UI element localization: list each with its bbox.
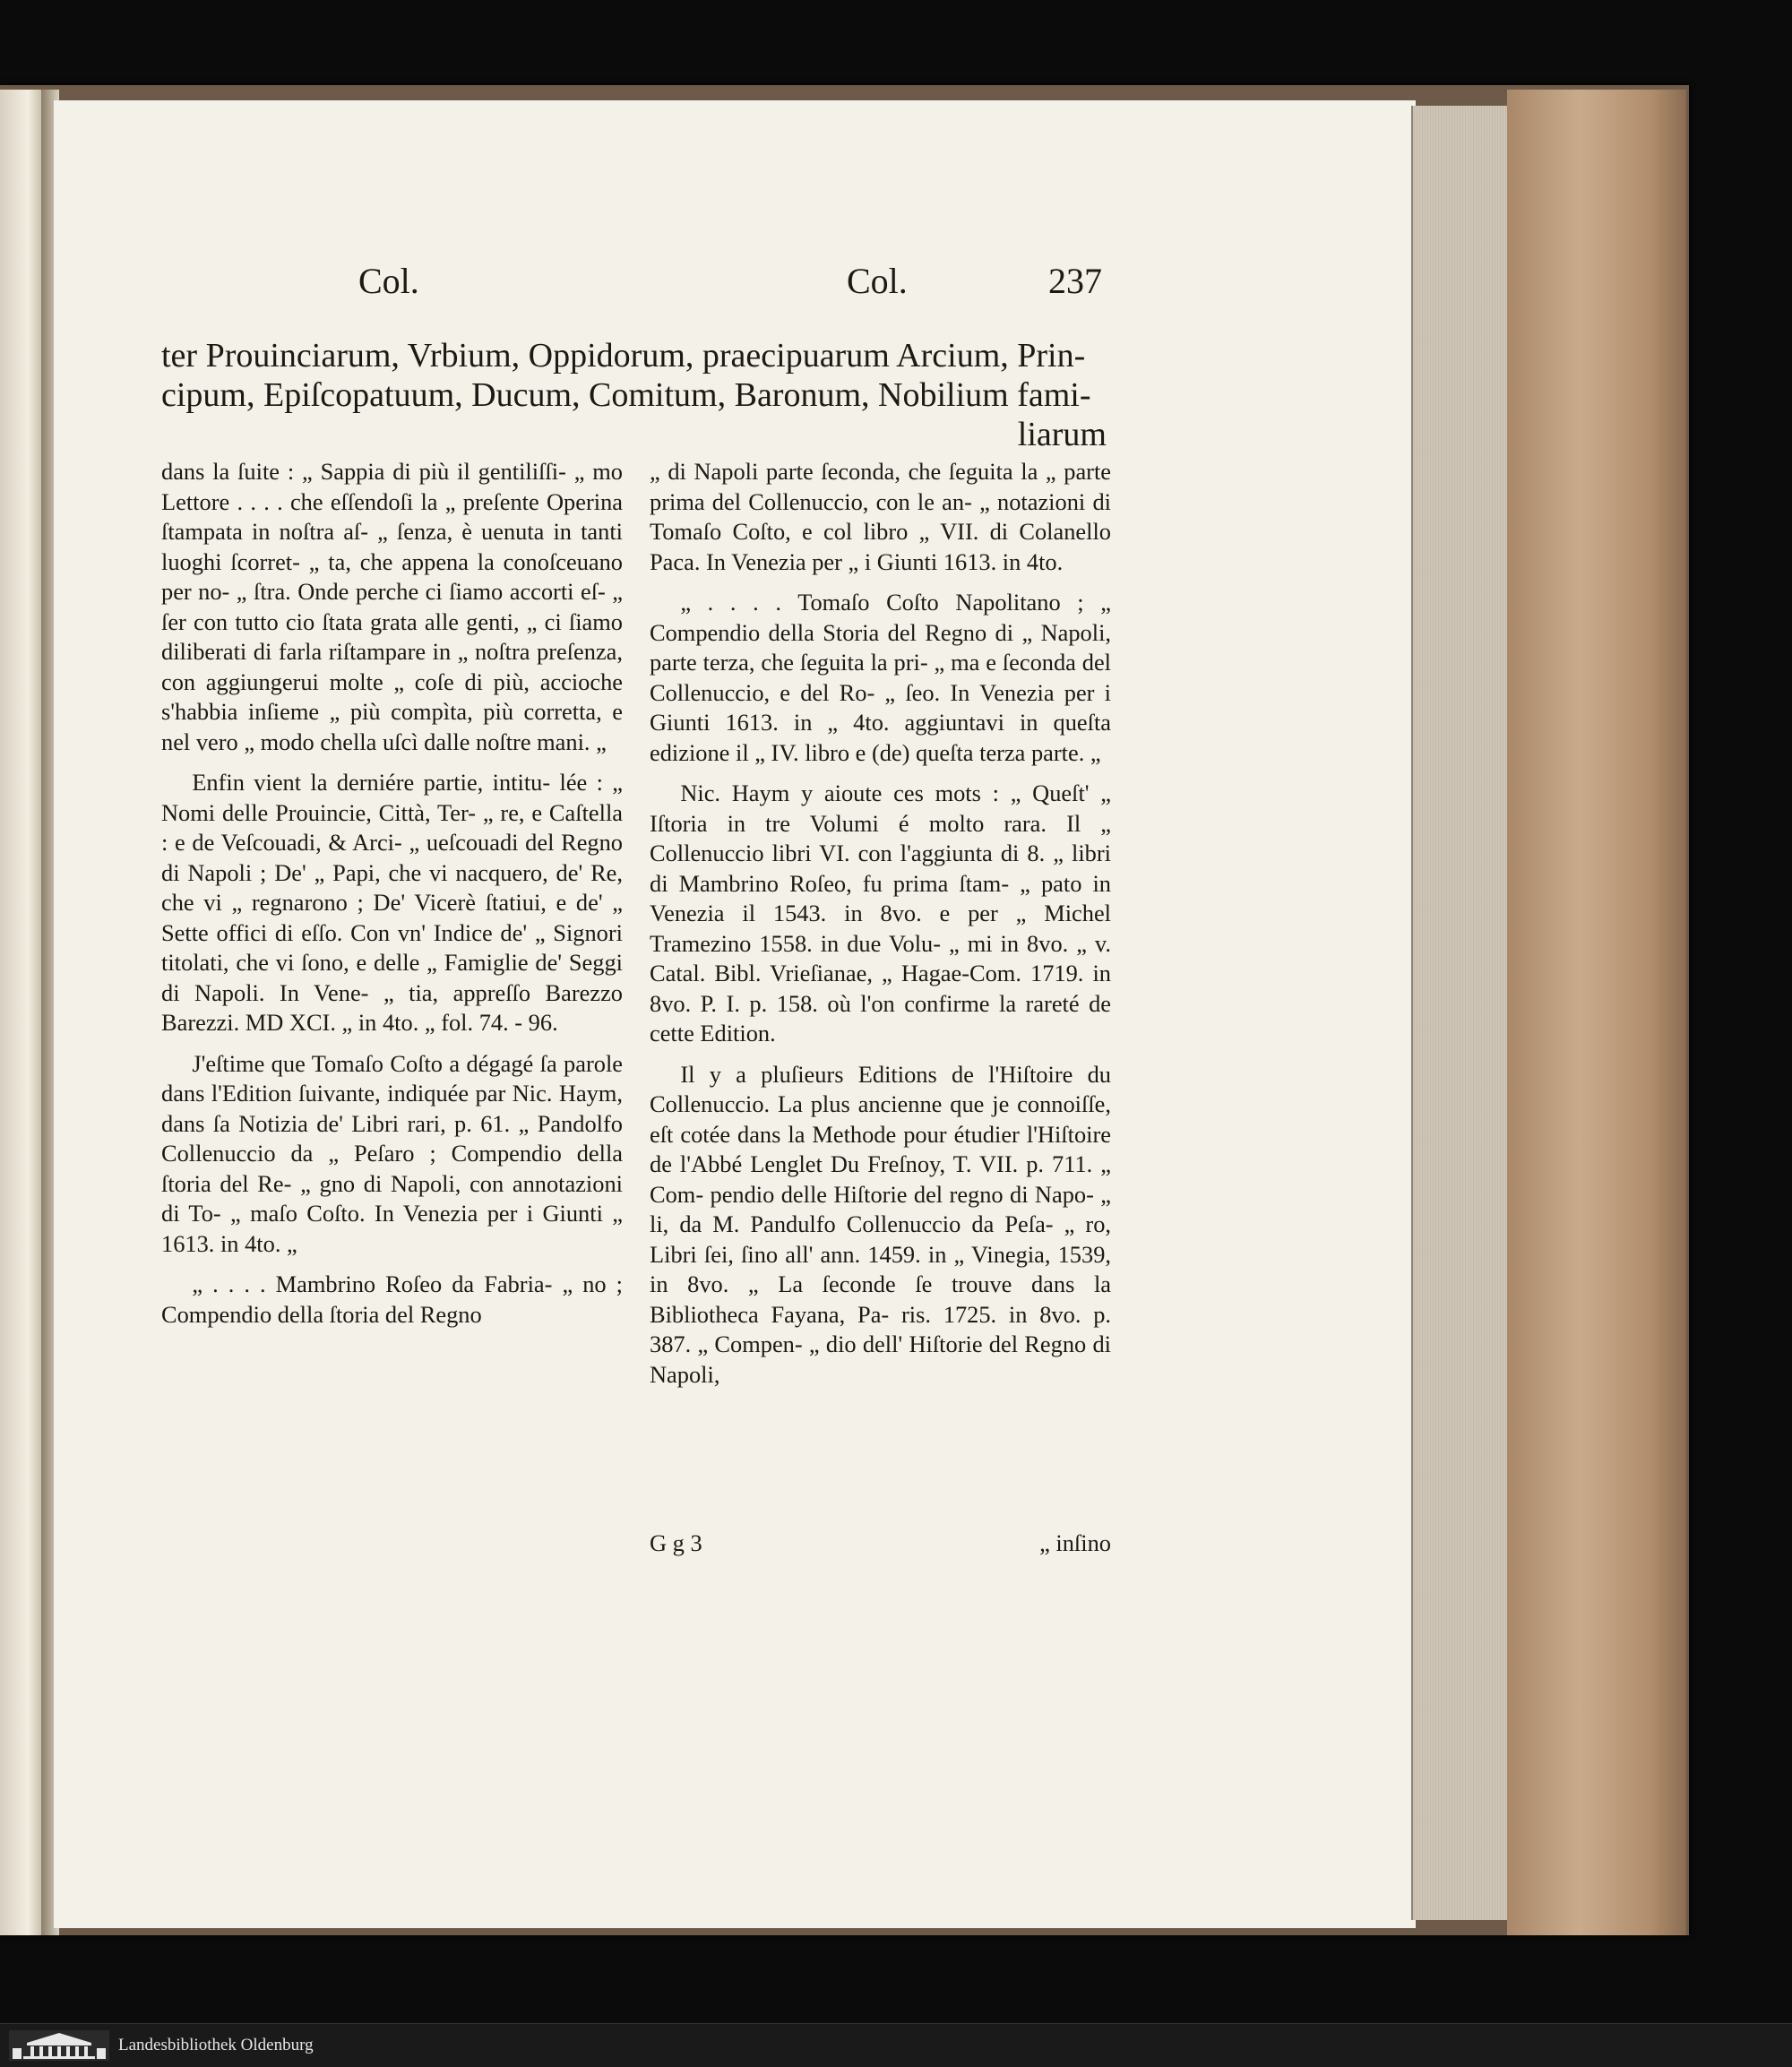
left-paragraph-3: J'eſtime que Tomaſo Coſto a dégagé ſa parole dans l'Edition ſuivante, indiquée par Nic. Haym, dans ſa Notizia de' Libri rari, p. 61. „ Pandolfo Collenuccio da „ Peſaro ; Compendio della ſtoria del Re- „ gno di Napoli, con annotazioni di To- „ maſo Coſto. In Venezia per i Giunti „ 1613. in 4to. „ xyxy=(161,1049,623,1257)
right-paragraph-2: „ . . . . Tomaſo Coſto Napolitano ; „ Compendio della Storia del Regno di „ Napoli, parte terza, che ſeguita la pri- „ ma e ſeconda del Collenuccio, e del Ro- „ ſeo. In Venezia per i Giunti 1613. in „ 4to. aggiuntavi in queſta edizione il „ IV. libro e (de) queſta terza parte. „ xyxy=(650,589,1111,766)
page-block-edges xyxy=(1411,106,1512,1920)
title-line-3: liarum xyxy=(1017,416,1107,453)
left-column xyxy=(161,457,623,1330)
right-paragraph-3: Nic. Haym y aioute ces mots : „ Queſt' „ Iſtoria in tre Volumi é molto rara. Il „ Collenuccio libri VI. con l'aggiunta di 8. „ libri di Mambrino Roſeo, fu prima ſtam- „ pato in Venezia il 1543. in 8vo. e per „ Michel Tramezino 1558. in due Volu- „ mi in 8vo. „ v. Catal. Bibl. Vrieſianae, „ Hagae-Com. 1719. in 8vo. P. I. p. 158. où l'on confirme la rareté de cette Edition. xyxy=(650,779,1111,1046)
title-line-2: cipum, Epiſcopatuum, Ducum, Comitum, Baronum, Nobilium fami- xyxy=(161,376,1091,414)
signature-mark: G g 3 xyxy=(650,1529,702,1556)
title-block xyxy=(161,336,1107,454)
leather-cover-edge xyxy=(1507,90,1686,1935)
left-paragraph-4: „ . . . . Mambrino Roſeo da Fabria- „ no ; Compendio della ſtoria del Regno xyxy=(161,1270,623,1328)
right-paragraph-4: Il y a pluſieurs Editions de l'Hiſtoire du Collenuccio. La plus ancienne que je connoiſſe, eſt cotée dans la Methode pour étudier l'Hiſtoire de l'Abbé Lenglet Du Freſnoy, T. VII. p. 711. „ Com- pendio delle Hiſtorie del regno di Napo- „ li, da M. Pandulfo Collenuccio da Peſa- „ ro, Libri ſei, ſino all' ann. 1459. in „ Vinegia, 1539, in 8vo. „ La ſeconde ſe trouve dans la Bibliotheca Fayana, Pa- ris. 1725. in 8vo. p. 387. „ Compen- „ dio dell' Hiſtorie del Regno di Napoli, xyxy=(650,1060,1111,1388)
right-paragraph-1: „ di Napoli parte ſeconda, che ſeguita la „ parte prima del Collenuccio, con le an- „ notazioni di Tomaſo Coſto, e col libro „ VII. di Colanello Paca. In Venezia per „ i Giunti 1613. in 4to. xyxy=(650,458,1111,575)
left-paragraph-1: dans la ſuite : „ Sappia di più il gentiliſſi- „ mo Lettore . . . . che eſſendoſi la „ preſente Operina ſtampata in noſtra aſ- „ ſenza, è uenuta in tanti luoghi ſcorret- „ ta, che appena la conoſceuano per no- „ ſtra. Onde perche ci ſiamo accorti eſ- „ ſer con tutto cio ſtata grata alle genti, „ ci ſiamo diliberati di farla riſtampare in „ noſtra preſenza, con aggiungerui molte „ coſe di più, accioche s'habbia inſieme „ più compìta, più corretta, e nel vero „ modo chella uſcì dalle noſtre mani. „ xyxy=(161,458,623,755)
library-name-link[interactable]: Landesbibliothek Oldenburg xyxy=(118,2036,314,2054)
signature-line xyxy=(650,1529,1111,1557)
catchword: „ inſino xyxy=(1039,1529,1111,1556)
footer-bar xyxy=(0,2023,1792,2067)
title-line-1: ter Prouinciarum, Vrbium, Oppidorum, praecipuarum Arcium, Prin- xyxy=(161,337,1086,375)
running-head-right: Col. xyxy=(847,261,908,301)
page-number: 237 xyxy=(1048,261,1102,301)
left-paragraph-2: Enfin vient la derniére partie, intitu- lée : „ Nomi delle Prouincie, Città, Ter- „ re, e Caſtella : e de Veſcouadi, & Arci- „ ueſcouadi del Regno di Napoli ; De' „ Papi, che vi nacquero, de' Re, che vi „ regnarono ; De' Vicerè ſtatiui, e de' „ Sette offici di eſſo. Con vn' Indice de' „ Signori titolati, che vi ſono, e delle „ Famiglie de' Seggi di Napoli. In Vene- „ tia, appreſſo Barezzo Barezzi. MD XCI. „ in 4to. „ fol. 74. - 96. xyxy=(161,769,623,1036)
library-building-icon[interactable] xyxy=(9,2030,109,2061)
running-head-left: Col. xyxy=(358,261,419,301)
right-column xyxy=(650,457,1111,1390)
previous-page-edge xyxy=(0,90,47,1935)
